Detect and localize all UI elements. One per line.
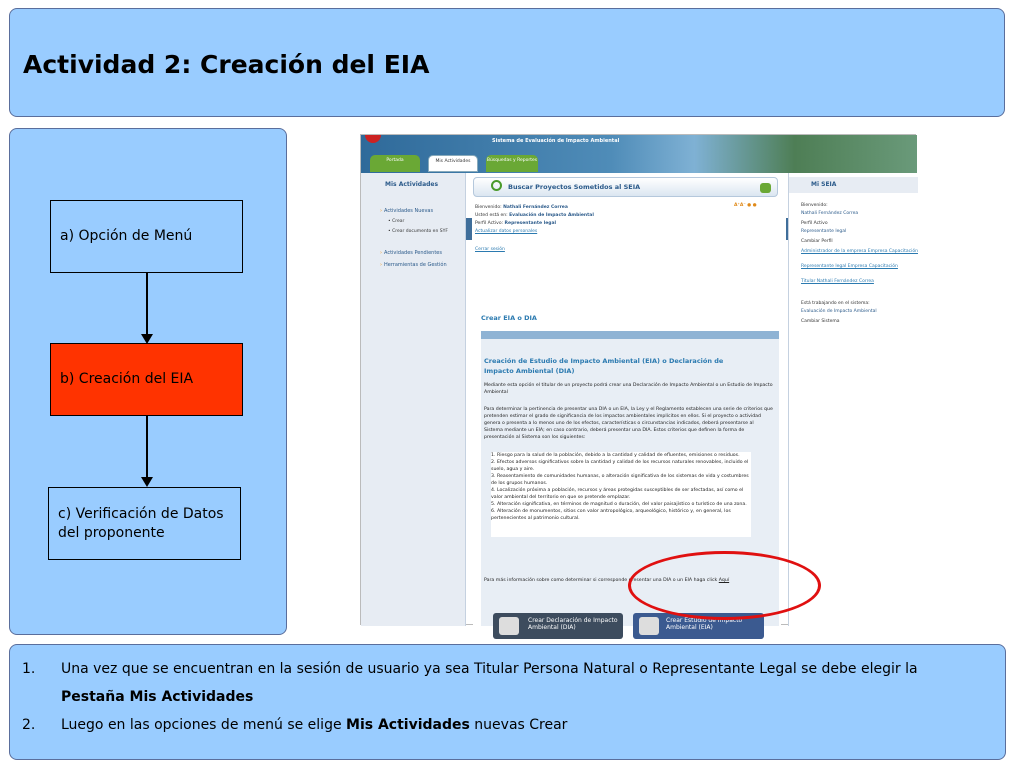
instruction-text: Luego en las opciones de menú se elige	[61, 717, 347, 733]
left-sidebar-header: Mis Actividades	[385, 181, 439, 188]
right-profile-label: Perfil Activo	[801, 221, 828, 226]
instruction-item-1	[22, 655, 991, 711]
welcome-line	[475, 205, 568, 210]
instruction-bold-text: Mis Actividades	[346, 717, 470, 733]
criteria-item: 6. Alteración de monumentos, sitios con valor antropológico, arqueológico, histórico y, en general, los pertenecientes al patrimonio cultural.	[491, 509, 731, 521]
search-go-button[interactable]	[760, 183, 771, 193]
flow-arrow-b-c	[146, 416, 148, 478]
seia-header	[361, 135, 917, 173]
logout-link[interactable]: Cerrar sesión	[475, 247, 505, 252]
create-dia-button[interactable]	[493, 613, 623, 639]
instruction-item-2	[22, 711, 991, 739]
instructions-panel	[9, 644, 1006, 760]
menu-item-herramientas[interactable]	[380, 262, 447, 268]
location-value: Evaluación de Impacto Ambiental	[509, 213, 594, 218]
seia-right-sidebar	[788, 173, 917, 626]
seia-logo	[365, 135, 381, 143]
flow-panel	[9, 128, 287, 635]
seia-system-title: Sistema de Evaluación de Impacto Ambiental	[492, 138, 620, 144]
instruction-number: 2.	[22, 717, 36, 733]
seia-left-sidebar	[361, 173, 466, 626]
chevron-right-icon: ›	[380, 250, 382, 256]
instruction-text: Una vez que se encuentran en la sesión de usuario ya sea Titular Persona Natural o Representante Legal se debe elegir la	[61, 661, 918, 677]
profile-line	[475, 221, 556, 226]
slide-title: Actividad 2: Creación del EIA	[23, 50, 430, 79]
flow-step-create-eia	[50, 343, 243, 416]
criteria-item: 4. Localización próxima a población, recursos y áreas protegidas susceptibles de ser afectadas, así como el valor ambiental del territorio en que se pretende emplazar.	[491, 488, 744, 500]
menu-subitem-crear-documento[interactable]: • Crear documento en SYF	[388, 229, 448, 234]
flow-step-b-label: b) Creación del EIA	[60, 371, 194, 387]
flow-arrowhead-b-c	[141, 477, 153, 487]
search-projects-bar[interactable]	[473, 177, 778, 197]
menu-item-label: Herramientas de Gestión	[384, 262, 447, 268]
flow-step-menu-option	[50, 200, 243, 273]
section-title: Crear EIA o DIA	[481, 314, 537, 322]
menu-subitem-label: Crear	[392, 219, 405, 224]
profile-link-titular[interactable]: Titular Nathali Fernández Correa	[801, 279, 874, 284]
menu-item-actividades-nuevas[interactable]	[380, 208, 433, 214]
flow-arrow-a-b	[146, 273, 148, 335]
title-panel	[9, 8, 1005, 117]
menu-item-label: Actividades Nuevas	[384, 208, 434, 214]
menu-subitem-label: Crear documento en SYF	[392, 229, 448, 234]
change-system-link[interactable]: Cambiar Sistema	[801, 319, 840, 324]
mi-seia-header: Mi SEIA	[789, 177, 918, 193]
location-line	[475, 213, 594, 218]
working-system-label: Está trabajando en el sistema:	[801, 301, 870, 306]
location-label: Usted está en:	[475, 213, 508, 218]
working-system-value: Evaluación de Impacto Ambiental	[801, 309, 877, 314]
search-icon	[491, 180, 502, 191]
change-profile-label: Cambiar Perfil	[801, 239, 833, 244]
criteria-item: 3. Reasentamiento de comunidades humanas, o alteración significativa de los sistemas de vida y costumbres de los grupos humanos.	[491, 474, 749, 486]
profile-link-representante[interactable]: Representante legal Empresa Capacitación	[801, 264, 898, 269]
menu-subitem-crear[interactable]: • Crear	[388, 219, 405, 224]
right-welcome-label: Bienvenido:	[801, 203, 828, 208]
menu-item-label: Actividades Pendientes	[384, 250, 442, 256]
criteria-paragraph: Para determinar la pertinencia de presentar una DIA o un EIA, la Ley y el Reglamento establecen una serie de criterios que pretenden estimar el grado de significancia de los impactos ambientales implícitos en ellos. Si el proyecto o actividad genera o presenta a lo menos uno de los efectos, características o circunstancias indicados, deberá presentarse al Sistema mediante un EIA; en caso contrario, deberá presentar una DIA. Estos criterios que definen la forma de presentación al Sistema son los siguientes:	[484, 407, 773, 440]
criteria-item: 1. Riesgo para la salud de la población, debido a la cantidad y calidad de efluentes, emisiones o residuos.	[491, 453, 740, 458]
collapse-left-button[interactable]	[466, 218, 472, 240]
instructions-list	[22, 655, 991, 739]
font-size-icons[interactable]: A⁺A⁻ ● ●	[734, 203, 757, 208]
chevron-right-icon: ›	[380, 208, 382, 214]
instruction-text-end: nuevas Crear	[469, 717, 568, 733]
document-icon	[499, 617, 519, 635]
instruction-number: 1.	[22, 661, 36, 677]
create-eia-label: Crear Estudio de Impacto Ambiental (EIA)	[666, 617, 743, 631]
criteria-list	[491, 452, 751, 537]
printer-icon	[639, 617, 659, 635]
intro-paragraph: Mediante esta opción el titular de un proyecto podrá crear una Declaración de Impacto Ambiental o un Estudio de Impacto Ambiental	[484, 383, 773, 395]
more-info-text: Para más información sobre como determinar si corresponde presentar una DIA o un EIA haga click	[484, 578, 718, 583]
tab-mis-actividades[interactable]: Mis Actividades	[428, 155, 478, 172]
criteria-item: 5. Alteración significativa, en términos de magnitud o duración, del valor paisajístico o turístico de una zona.	[491, 502, 747, 507]
tab-busquedas-reportes[interactable]: Búsquedas y Reportes	[486, 155, 538, 172]
profile-link-admin[interactable]: Administrador de la empresa Empresa Capacitación	[801, 249, 918, 254]
right-welcome-name: Nathali Fernández Correa	[801, 211, 859, 216]
flow-step-c-label-line1: c) Verificación de Datos	[58, 505, 224, 522]
menu-item-actividades-pendientes[interactable]	[380, 250, 442, 256]
content-title: Creación de Estudio de Impacto Ambiental (EIA) o Declaración de Impacto Ambiental (DIA)	[484, 357, 724, 375]
seia-screenshot	[360, 134, 918, 631]
right-profile-value: Representante legal	[801, 229, 847, 234]
chevron-right-icon: ›	[380, 262, 382, 268]
welcome-name: Nathali Fernández Correa	[503, 205, 568, 210]
create-dia-label: Crear Declaración de Impacto Ambiental (DIA)	[528, 617, 618, 631]
search-projects-title: Buscar Proyectos Sometidos al SEIA	[508, 183, 641, 191]
more-info-link[interactable]: Aquí	[718, 578, 730, 583]
profile-label: Perfil Activo:	[475, 221, 504, 226]
flow-step-a-label: a) Opción de Menú	[60, 228, 193, 244]
tab-portada[interactable]: Portada	[370, 155, 420, 172]
profile-value: Representante legal	[504, 221, 557, 226]
flow-step-c-label-line2: del proponente	[58, 524, 165, 541]
instruction-bold-text: Pestaña Mis Actividades	[61, 689, 254, 705]
flow-step-verify-data	[48, 487, 241, 560]
update-personal-data-link[interactable]: Actualizar datos personales	[475, 229, 538, 234]
highlight-circle	[628, 551, 821, 620]
welcome-label: Bienvenido:	[475, 205, 502, 210]
criteria-item: 2. Efectos adversos significativos sobre la cantidad y calidad de los recursos naturales renovables, incluido el suelo, agua y aire.	[491, 460, 749, 472]
